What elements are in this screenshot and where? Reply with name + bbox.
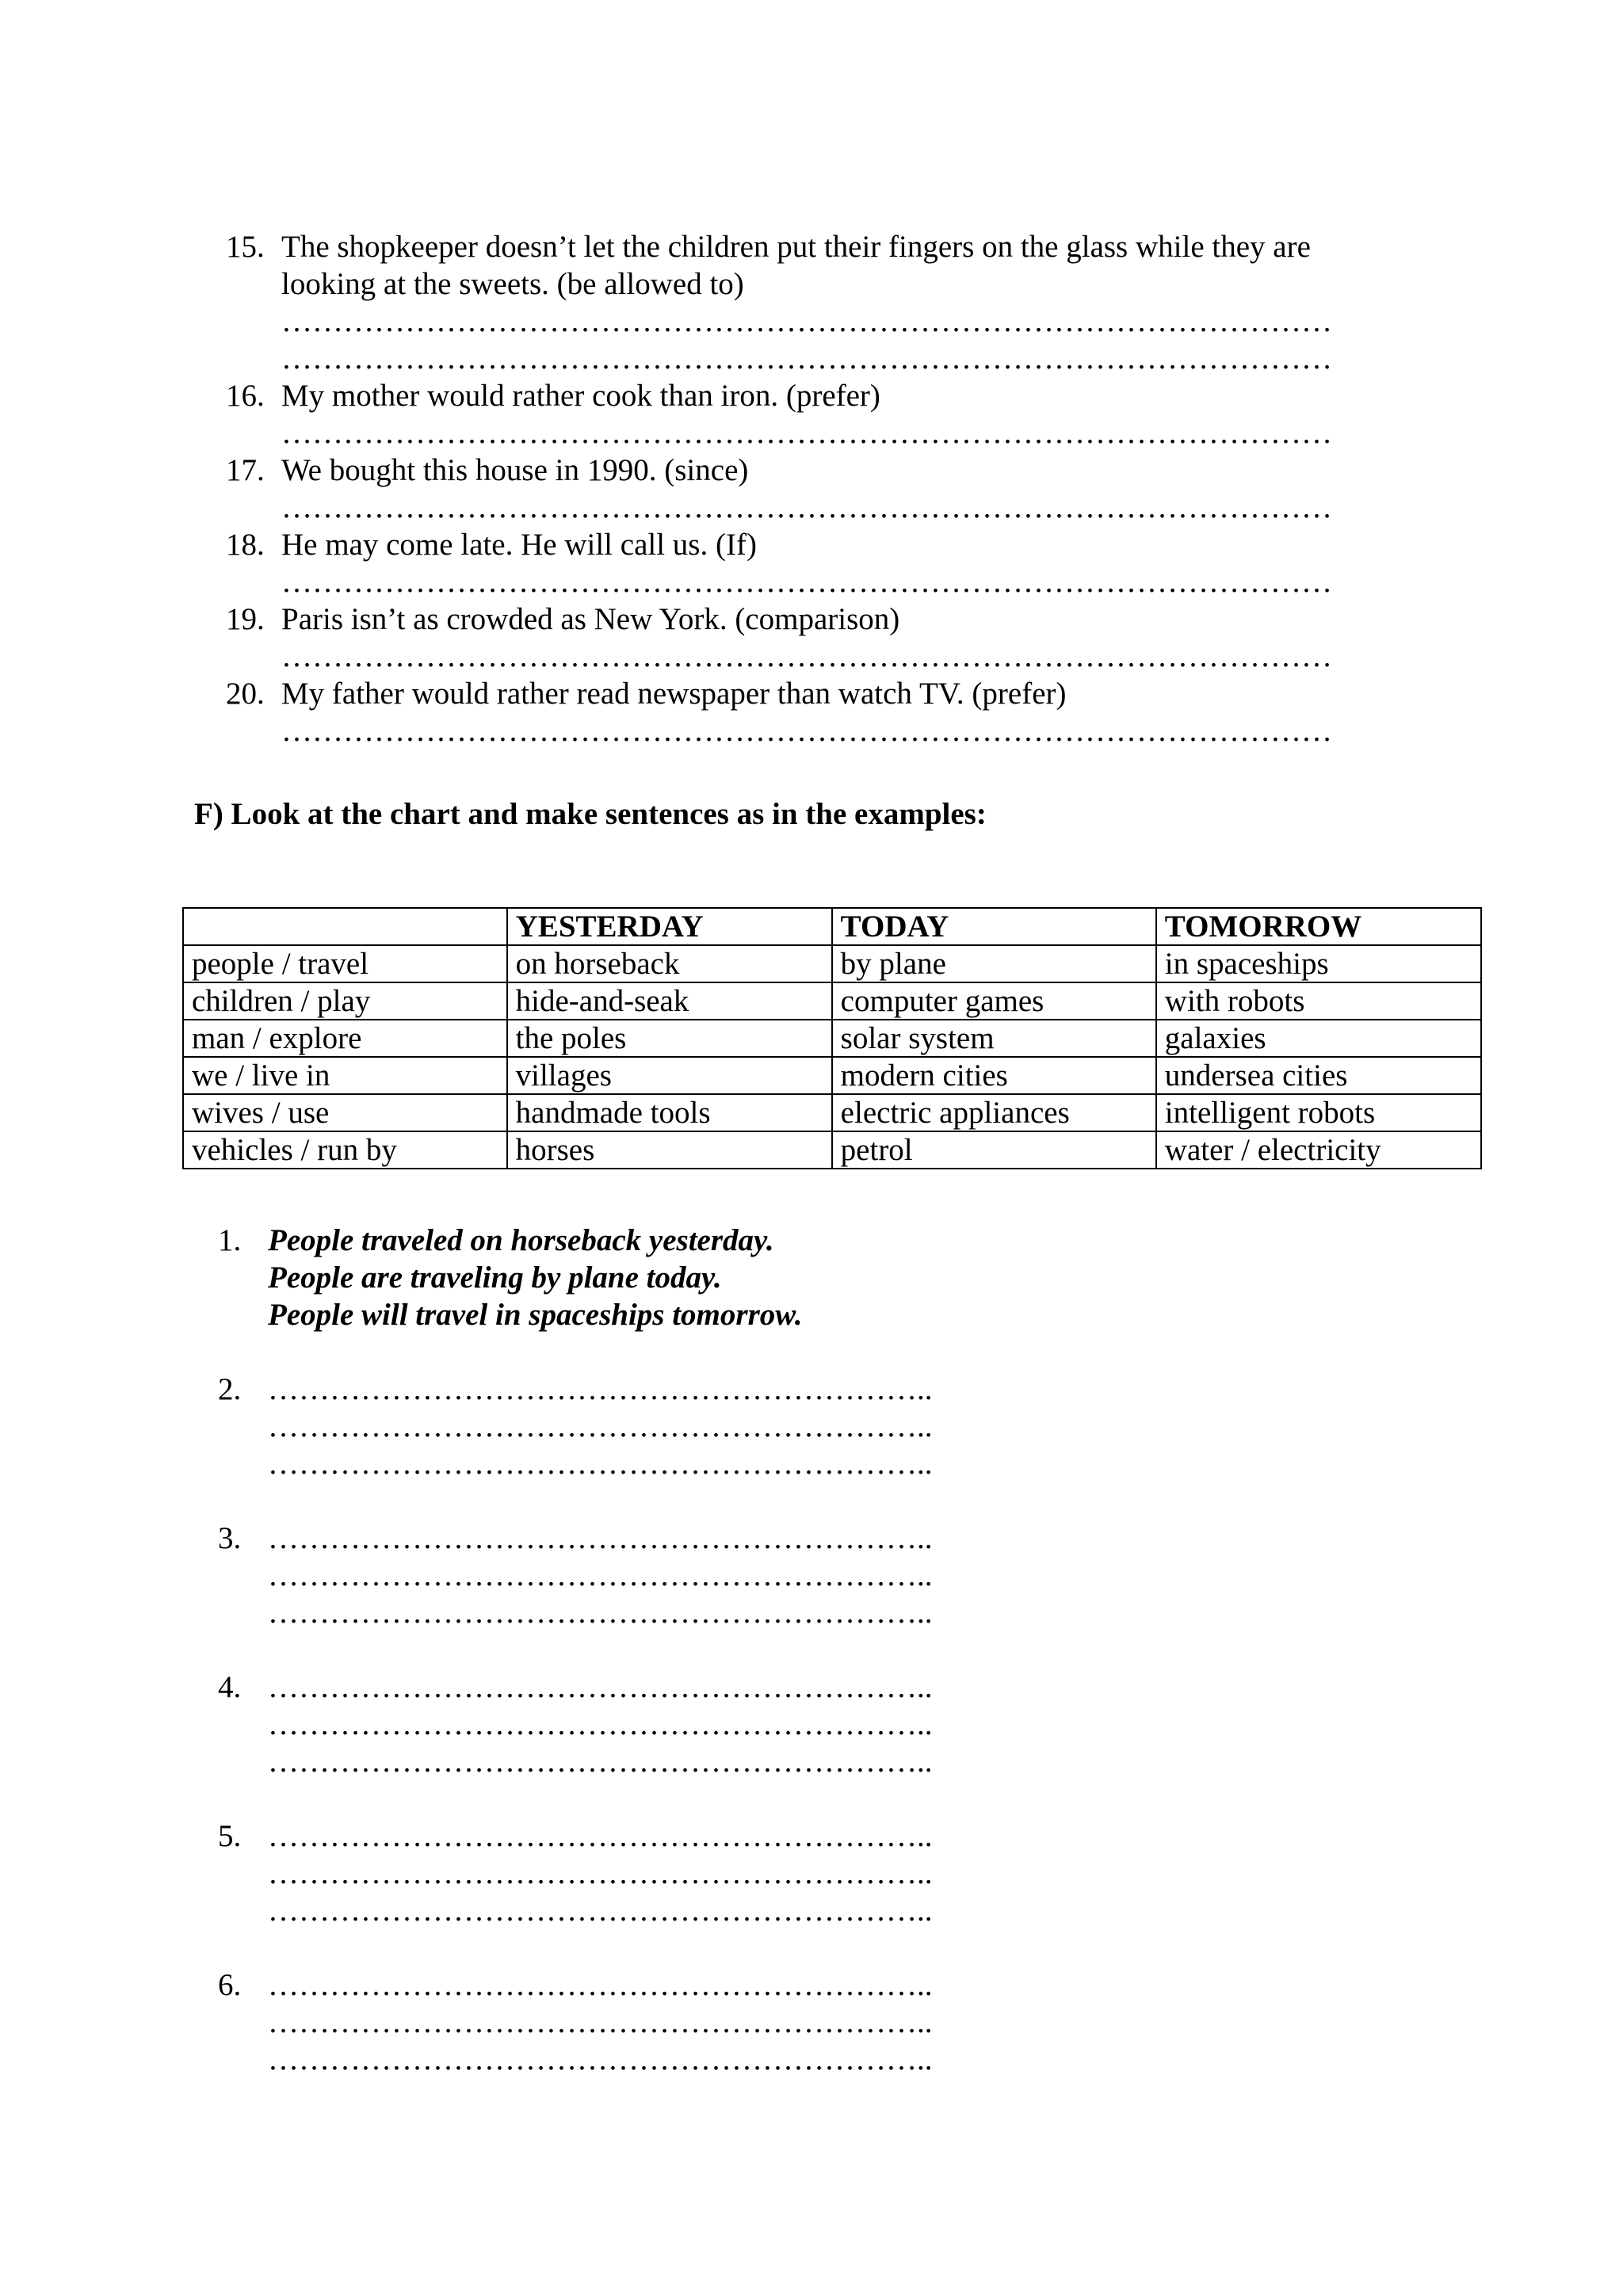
answer-line[interactable]: ………………………………………………………..: [268, 1670, 933, 1704]
exercise-number: 20.: [226, 677, 265, 711]
table-cell: hide-and-seak: [507, 982, 832, 1020]
answer-line[interactable]: ………………………………………………………..: [268, 1558, 933, 1592]
table-row: [183, 1131, 1481, 1169]
table-cell: wives / use: [183, 1094, 507, 1131]
example-sentence: People will travel in spaceships tomorrow.: [268, 1298, 803, 1332]
exercise-body: [281, 228, 1415, 377]
item-number: 1.: [218, 1223, 242, 1257]
exercise-number: 19.: [226, 602, 265, 636]
table-cell: intelligent robots: [1156, 1094, 1481, 1131]
exercise-number: 15.: [226, 230, 265, 264]
exercise-item: [226, 452, 1415, 526]
example-sentence: People are traveling by plane today.: [268, 1261, 722, 1295]
exercise-body: [281, 601, 1415, 675]
spacer: [218, 1333, 1010, 1371]
exercise-item: [226, 675, 1415, 749]
exercise-body: [281, 452, 1415, 526]
spacer: [218, 1482, 1010, 1520]
table-cell: horses: [507, 1131, 832, 1169]
table-cell: with robots: [1156, 982, 1481, 1020]
table-row: [183, 982, 1481, 1020]
table-row: [183, 945, 1481, 982]
answer-line[interactable]: ………………………………………………………..: [268, 1372, 933, 1406]
table-cell: children / play: [183, 982, 507, 1020]
table-cell: we / live in: [183, 1057, 507, 1094]
answer-line[interactable]: …………………………………………………………………………………………: [281, 565, 1332, 599]
exercise-body: [281, 526, 1415, 601]
exercise-item: [226, 228, 1415, 377]
table-cell: man / explore: [183, 1020, 507, 1057]
answer-line[interactable]: ………………………………………………………..: [268, 2005, 933, 2039]
blank-body: [268, 1966, 1010, 2078]
table-cell: modern cities: [832, 1057, 1156, 1094]
table-cell: petrol: [832, 1131, 1156, 1169]
blank-body: [268, 1371, 1010, 1482]
table-cell: galaxies: [1156, 1020, 1481, 1057]
table-row: [183, 1020, 1481, 1057]
table-body: [183, 945, 1481, 1169]
answer-line[interactable]: ………………………………………………………..: [268, 1521, 933, 1555]
item-number: 5.: [218, 1819, 242, 1853]
answer-line[interactable]: ………………………………………………………..: [268, 1856, 933, 1890]
answer-line[interactable]: ………………………………………………………..: [268, 1894, 933, 1928]
answer-line[interactable]: ………………………………………………………..: [268, 1596, 933, 1630]
answer-line[interactable]: …………………………………………………………………………………………: [281, 490, 1332, 524]
table-cell: water / electricity: [1156, 1131, 1481, 1169]
blank-item: [218, 1966, 1010, 2078]
chart-table: [182, 907, 1482, 1169]
exercise-text: He may come late. He will call us. (If): [281, 528, 757, 562]
exercise-number: 17.: [226, 453, 265, 487]
answer-line[interactable]: …………………………………………………………………………………………: [281, 714, 1332, 748]
answer-line[interactable]: ………………………………………………………..: [268, 1707, 933, 1741]
table-header-cell: TOMORROW: [1156, 908, 1481, 945]
item-number: 4.: [218, 1670, 242, 1704]
table-row: [183, 1094, 1481, 1131]
exercise-text: My mother would rather cook than iron. (prefer): [281, 379, 880, 413]
spacer: [218, 1780, 1010, 1817]
example-sentence: People traveled on horseback yesterday.: [268, 1223, 774, 1257]
blank-body: [268, 1520, 1010, 1631]
exercise-number: 16.: [226, 379, 265, 413]
exercise-text: Paris isn’t as crowded as New York. (comparison): [281, 602, 900, 636]
section-e-exercises: [226, 228, 1415, 749]
item-number: 3.: [218, 1521, 242, 1555]
table-cell: people / travel: [183, 945, 507, 982]
exercise-text: We bought this house in 1990. (since): [281, 453, 749, 487]
spacer: [218, 1631, 1010, 1669]
answer-line[interactable]: ………………………………………………………..: [268, 1409, 933, 1444]
answer-line[interactable]: ………………………………………………………..: [268, 1447, 933, 1481]
example-item: [218, 1222, 1010, 1333]
table-cell: villages: [507, 1057, 832, 1094]
blank-item: [218, 1371, 1010, 1482]
blank-item: [218, 1817, 1010, 1929]
section-f-title: F) Look at the chart and make sentences as in the examples:: [194, 797, 987, 831]
table-cell: electric appliances: [832, 1094, 1156, 1131]
table-cell: handmade tools: [507, 1094, 832, 1131]
exercise-item: [226, 601, 1415, 675]
table-cell: in spaceships: [1156, 945, 1481, 982]
table-header-cell: YESTERDAY: [507, 908, 832, 945]
answer-line[interactable]: …………………………………………………………………………………………: [281, 304, 1332, 338]
table-header-row: [183, 908, 1481, 945]
spacer: [218, 1929, 1010, 1966]
table-cell: undersea cities: [1156, 1057, 1481, 1094]
blank-body: [268, 1669, 1010, 1780]
exercise-text: The shopkeeper doesn’t let the children put their fingers on the glass while they are: [281, 230, 1311, 264]
table-cell: by plane: [832, 945, 1156, 982]
blank-body: [268, 1817, 1010, 1929]
exercise-item: [226, 377, 1415, 452]
item-number: 2.: [218, 1372, 242, 1406]
answer-line[interactable]: ………………………………………………………..: [268, 1968, 933, 2002]
item-number: 6.: [218, 1968, 242, 2002]
answer-list: [218, 1222, 1010, 2078]
exercise-body: [281, 377, 1415, 452]
blank-item: [218, 1669, 1010, 1780]
exercise-body: [281, 675, 1415, 749]
answer-line[interactable]: …………………………………………………………………………………………: [281, 416, 1332, 450]
example-body: [268, 1222, 1010, 1333]
table-header-cell: TODAY: [832, 908, 1156, 945]
answer-line[interactable]: …………………………………………………………………………………………: [281, 341, 1332, 376]
answer-line[interactable]: ………………………………………………………..: [268, 2042, 933, 2077]
table-cell: solar system: [832, 1020, 1156, 1057]
table-cell: on horseback: [507, 945, 832, 982]
answer-line[interactable]: …………………………………………………………………………………………: [281, 639, 1332, 673]
table-cell: computer games: [832, 982, 1156, 1020]
table-cell: vehicles / run by: [183, 1131, 507, 1169]
exercise-number: 18.: [226, 528, 265, 562]
exercise-item: [226, 526, 1415, 601]
table-row: [183, 1057, 1481, 1094]
blank-item: [218, 1520, 1010, 1631]
answer-line[interactable]: ………………………………………………………..: [268, 1819, 933, 1853]
table-header-cell: [183, 908, 507, 945]
exercise-text: looking at the sweets. (be allowed to): [281, 267, 744, 301]
answer-line[interactable]: ………………………………………………………..: [268, 1745, 933, 1779]
exercise-text: My father would rather read newspaper than watch TV. (prefer): [281, 677, 1067, 711]
table-cell: the poles: [507, 1020, 832, 1057]
